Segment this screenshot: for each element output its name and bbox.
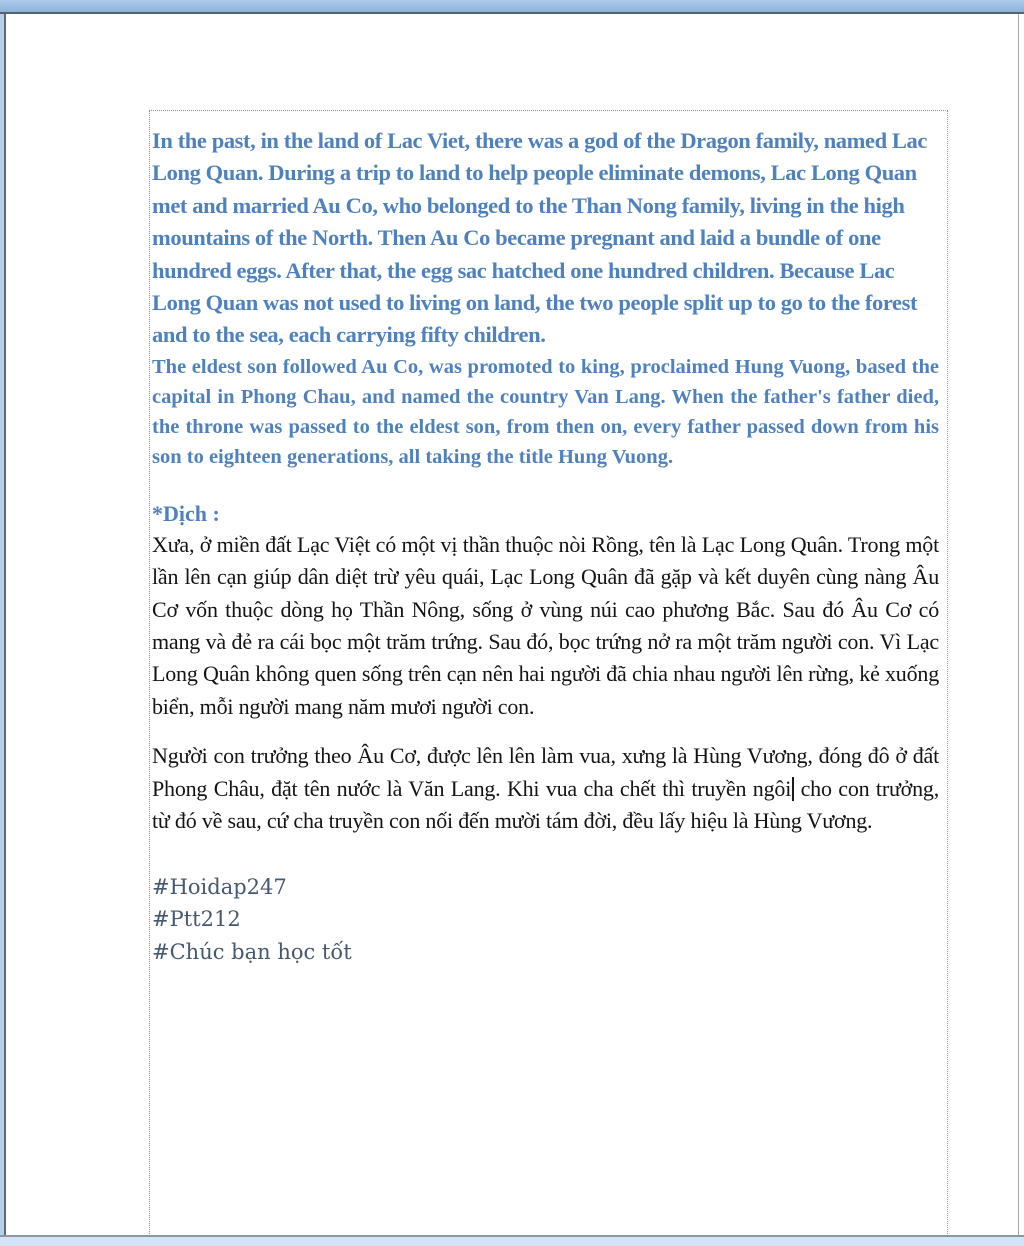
vietnamese-paragraph-2-before-cursor: Người con trưởng theo Âu Cơ, được lên lên làm vua, xưng là Hùng Vương, đóng đô ở đất Phong Châu, đặt tên nước là Văn Lang. Khi vua cha chết thì truyền ngôi — [152, 743, 939, 801]
english-story-paragraph-2[interactable]: The eldest son followed Au Co, was promoted to king, proclaimed Hung Vuong, based the capital in Phong Chau, and named the country Van Lang. When the father's father died, the throne was passed to the eldest son, from then on, every father passed down from his son to eighteen generations, all taking the title Hung Vuong. — [152, 355, 939, 468]
hashtag-block[interactable] — [152, 871, 939, 969]
vietnamese-paragraph-2-after-cursor: cho con trưởng, từ đó về sau, cứ cha truyền con nối đến mười tám đời, đều lấy hiệu là Hùng Vương. — [152, 775, 939, 834]
vietnamese-translation-paragraph-2[interactable] — [152, 740, 939, 837]
vietnamese-translation-paragraph-1[interactable]: Xưa, ở miền đất Lạc Việt có một vị thần thuộc nòi Rồng, tên là Lạc Long Quân. Trong một lần lên cạn giúp dân diệt trừ yêu quái, Lạc Long Quân đã gặp và kết duyên cùng nàng Âu Cơ vốn thuộc dòng họ Thần Nông, sống ở vùng núi cao phương Bắc. Sau đó Âu Cơ có mang và đẻ ra cái bọc một trăm trứng. Sau đó, bọc trứng nở ra một trăm người con. Vì Lạc Long Quân không quen sống trên cạn nên hai người đã chia nhau người lên rừng, kẻ xuống biển, mỗi người mang năm mươi người con. — [152, 531, 939, 719]
translation-heading[interactable]: *Dịch : — [152, 500, 220, 526]
window-top-bar — [0, 0, 1024, 14]
document-text-frame[interactable] — [149, 110, 948, 1235]
english-story-paragraph-1[interactable]: In the past, in the land of Lac Viet, there was a god of the Dragon family, named Lac Long Quan. During a trip to land to help people eliminate demons, Lac Long Quan met and married Au Co, who belonged to the Than Nong family, living in the high mountains of the North. Then Au Co became pregnant and laid a bundle of one hundred eggs. After that, the egg sac hatched one hundred children. Because Lac Long Quan was not used to living on land, the two people split up to go to the forest and to the sea, each carrying fifty children. — [152, 128, 927, 348]
hashtag-ptt212[interactable]: #Ptt212 — [152, 907, 241, 931]
document-page — [4, 14, 1019, 1235]
window-bottom-scroll-area[interactable] — [0, 1235, 1024, 1246]
hashtag-chuc-ban-hoc-tot[interactable]: #Chúc bạn học tốt — [152, 939, 352, 964]
hashtag-hoidap247[interactable]: #Hoidap247 — [152, 874, 287, 899]
